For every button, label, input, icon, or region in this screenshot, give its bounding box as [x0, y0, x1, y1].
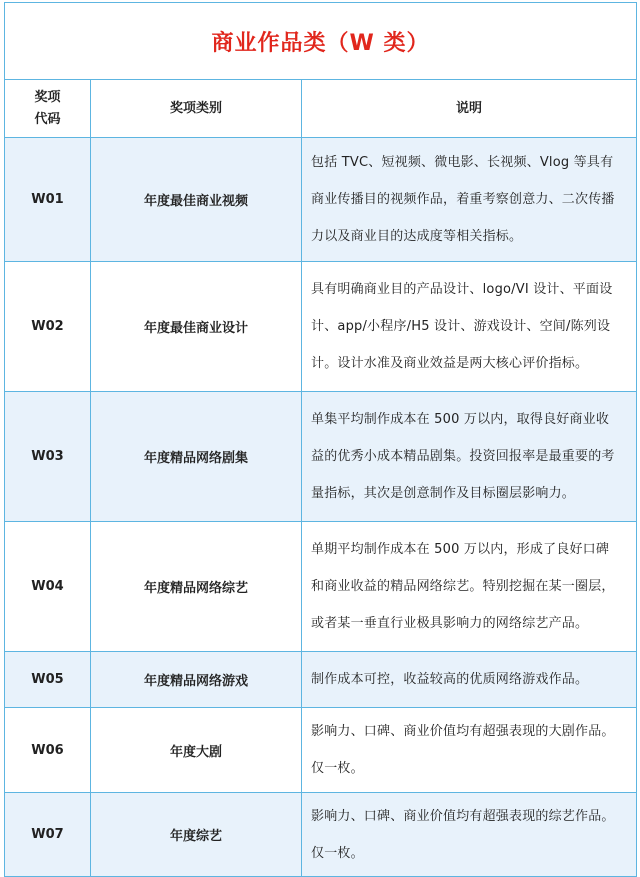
- header-code-line2: 代码: [34, 111, 61, 127]
- table-row: [5, 793, 637, 877]
- table-row: [5, 392, 637, 522]
- award-code: W06: [5, 708, 91, 793]
- table-row: [5, 138, 637, 262]
- description-line: 力以及商业目的达成度等相关指标。: [311, 229, 523, 244]
- award-code: W05: [5, 652, 91, 708]
- award-description: [302, 138, 637, 262]
- award-category: 年度综艺: [91, 793, 302, 877]
- description-line: 仅一枚。: [311, 845, 364, 861]
- award-category: 年度最佳商业视频: [91, 138, 302, 262]
- award-description: [302, 652, 637, 708]
- award-code: W01: [5, 138, 91, 262]
- description-line: 计。设计水准及商业效益是两大核心评价指标。: [311, 356, 589, 371]
- award-category: 年度精品网络综艺: [91, 522, 302, 652]
- award-code: W02: [5, 262, 91, 392]
- award-description: [302, 262, 637, 392]
- description-line: 影响力、口碑、商业价值均有超强表现的大剧作品。: [311, 724, 615, 739]
- header-code-line1: 奖项: [34, 89, 61, 105]
- table-row: [5, 708, 637, 793]
- description-line: 和商业收益的精品网络综艺。特别挖掘在某一圈层，: [311, 579, 615, 594]
- title-row: [5, 3, 637, 80]
- award-table: [4, 2, 637, 877]
- award-category: 年度精品网络剧集: [91, 392, 302, 522]
- award-description: [302, 793, 637, 877]
- table-row: [5, 262, 637, 392]
- header-category: 奖项类别: [91, 80, 302, 138]
- table-row: [5, 652, 637, 708]
- table-title: 商业作品类（W 类）: [5, 3, 637, 80]
- header-description: 说明: [302, 80, 637, 138]
- award-description: [302, 708, 637, 793]
- award-category: 年度精品网络游戏: [91, 652, 302, 708]
- table-row: [5, 522, 637, 652]
- description-line: 量指标，其次是创意制作及目标圈层影响力。: [311, 486, 576, 501]
- award-category: 年度大剧: [91, 708, 302, 793]
- description-line: 影响力、口碑、商业价值均有超强表现的综艺作品。: [311, 808, 615, 824]
- award-code: W07: [5, 793, 91, 877]
- description-line: 或者某一垂直行业极具影响力的网络综艺产品。: [311, 616, 589, 631]
- description-line: 单集平均制作成本在 500 万以内，取得良好商业收: [311, 412, 610, 427]
- description-line: 仅一枚。: [311, 761, 364, 776]
- description-line: 制作成本可控，收益较高的优质网络游戏作品。: [311, 672, 589, 687]
- header-code: [5, 80, 91, 138]
- award-code: W04: [5, 522, 91, 652]
- award-description: [302, 522, 637, 652]
- description-line: 单期平均制作成本在 500 万以内，形成了良好口碑: [311, 542, 610, 557]
- description-line: 益的优秀小成本精品剧集。投资回报率是最重要的考: [311, 449, 615, 464]
- header-row: [5, 80, 637, 138]
- award-code: W03: [5, 392, 91, 522]
- description-line: 具有明确商业目的产品设计、logo/VI 设计、平面设: [311, 282, 613, 297]
- description-line: 包括 TVC、短视频、微电影、长视频、Vlog 等具有: [311, 155, 614, 170]
- award-category: 年度最佳商业设计: [91, 262, 302, 392]
- award-description: [302, 392, 637, 522]
- description-line: 计、app/小程序/H5 设计、游戏设计、空间/陈列设: [311, 319, 611, 334]
- description-line: 商业传播目的视频作品，着重考察创意力、二次传播: [311, 192, 615, 207]
